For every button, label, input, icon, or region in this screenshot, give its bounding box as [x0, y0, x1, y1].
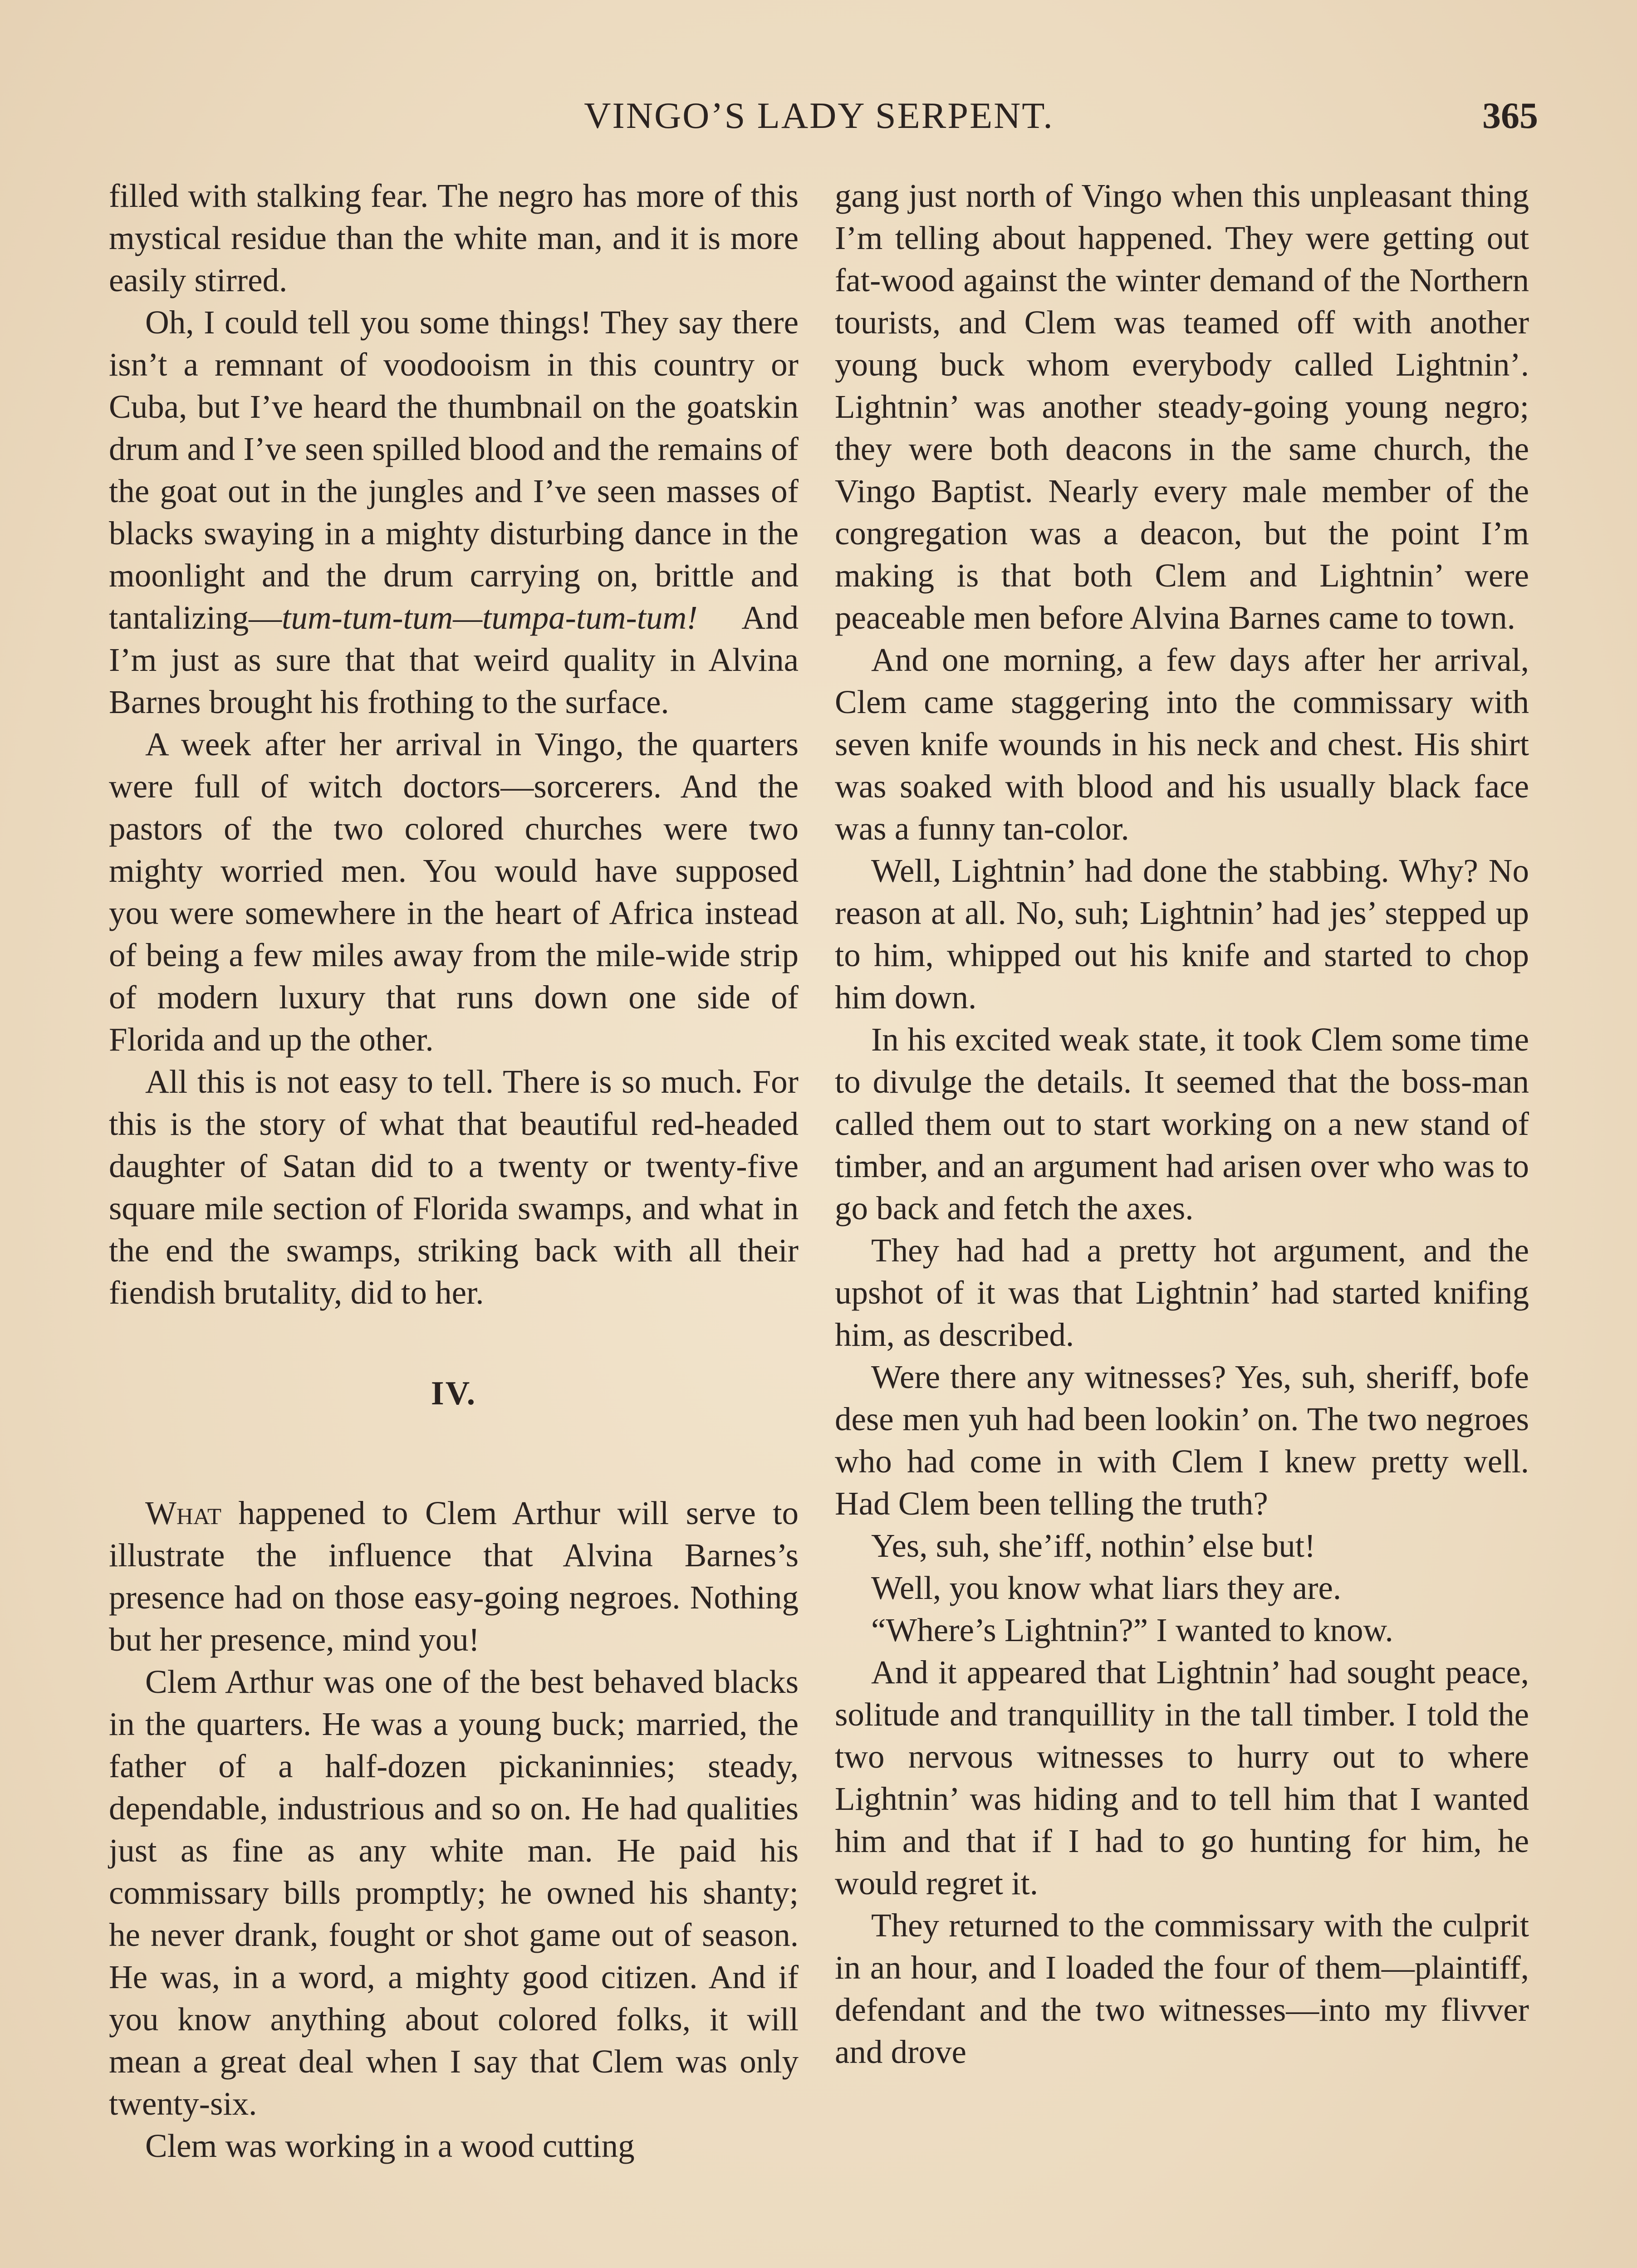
page-header — [0, 95, 1637, 136]
paragraph-text: Oh, I could tell you some things! They say there isn’t a remnant of voodooism in this country or Cuba, but I’ve heard the thumbnail on the goatskin drum and I’ve seen spilled blood and the remains of the goat out in the jungles and I’ve seen masses of blacks swaying in a mighty disturbing dance in the moonlight and the drum carrying on, brittle and tantalizing— — [109, 304, 799, 636]
paragraph: They returned to the commissary with the culprit in an hour, and I loaded the four of them—plaintiff, defendant and the two witnesses—into my flivver and drove — [835, 1907, 1529, 2070]
paragraph: Yes, suh, she’iff, nothin’ else but! — [871, 1527, 1316, 1564]
paragraph: filled with stalking fear. The negro has more of this mystical residue than the white man, and it is more easily stirred. — [109, 177, 799, 298]
paragraph: Were there any witnesses? Yes, suh, sheriff, bofe dese men yuh had been lookin’ on. The two negroes who had come in with Clem I knew pretty well. Had Clem been telling the truth? — [835, 1359, 1529, 1522]
right-column — [835, 175, 1529, 2073]
paragraph: They had had a pretty hot argument, and the upshot of it was that Lightnin’ had started knifing him, as described. — [835, 1232, 1529, 1353]
paragraph: And one morning, a few days after her arrival, Clem came staggering into the commissary with seven knife wounds in his neck and chest. His shirt was soaked with blood and his usually black face was a funny tan-color. — [835, 641, 1529, 847]
left-column — [109, 175, 799, 2167]
section-heading: IV. — [431, 1375, 477, 1412]
paragraph-text: And I’m just as sure that that weird quality in Alvina Barnes brought his frothing to the surface. — [109, 599, 799, 720]
running-title: VINGO’S LADY SERPENT. — [584, 95, 1054, 136]
paragraph: Well, you know what liars they are. — [871, 1569, 1342, 1606]
paragraph: Clem Arthur was one of the best behaved blacks in the quarters. He was a young buck; married, the father of a half-dozen pickaninnies; steady, dependable, industrious and so on. He had qualities just as fine as any white man. He paid his commissary bills promptly; he owned his shanty; he never drank, fought or shot game out of season. He was, in a word, a mighty good citizen. And if you know anything about colored folks, it will mean a great deal when I say that Clem was only twenty-six. — [109, 1663, 799, 2122]
paragraph: A week after her arrival in Vingo, the quarters were full of witch doctors—sorcerers. And the pastors of the two colored churches were two mighty worried men. You would have supposed you were somewhere in the heart of Africa instead of being a few miles away from the mile-wide strip of modern luxury that runs down one side of Florida and up the other. — [109, 726, 799, 1058]
paragraph: All this is not easy to tell. There is so much. For this is the story of what that beautiful red-headed daughter of Satan did to a twenty or twenty-five square mile section of Florida swamps, and what in the end the swamps, striking back with all their fiendish brutality, did to her. — [109, 1063, 799, 1311]
paragraph: Well, Lightnin’ had done the stabbing. Why? No reason at all. No, suh; Lightnin’ had jes’ stepped up to him, whipped out his knife and started to chop him down. — [835, 852, 1529, 1016]
paragraph-text: happened to Clem Arthur will serve to illustrate the influence that Alvina Barnes’s presence had on those easy-going negroes. Nothing but her presence, mind you! — [109, 1495, 799, 1658]
paragraph: In his excited weak state, it took Clem some time to divulge the details. It seemed that the boss-man called them out to start working on a new stand of timber, and an argument had arisen over who was to go back and fetch the axes. — [835, 1021, 1529, 1227]
lead-word: What — [145, 1495, 222, 1531]
paragraph: “Where’s Lightnin?” I wanted to know. — [871, 1612, 1393, 1648]
italic-chant: tum-tum-tum—tumpa-tum-tum! — [282, 599, 698, 636]
paragraph: Clem was working in a wood cutting — [145, 2127, 635, 2164]
paragraph — [109, 301, 799, 723]
paragraph: And it appeared that Lightnin’ had sought peace, solitude and tranquillity in the tall timber. I told the two nervous witnesses to hurry out to where Lightnin’ was hiding and to tell him that I wanted him and that if I had to go hunting for him, he would regret it. — [835, 1654, 1529, 1901]
page-number: 365 — [1482, 95, 1538, 136]
paragraph: gang just north of Vingo when this unpleasant thing I’m telling about happened. They were getting out fat-wood against the winter demand of the Northern tourists, and Clem was teamed off with another young buck whom everybody called Lightnin’. Lightnin’ was another steady-going young negro; they were both deacons in the same church, the Vingo Baptist. Nearly every male member of the congregation was a deacon, but the point I’m making is that both Clem and Lightnin’ were peaceable men before Alvina Barnes came to town. — [835, 177, 1529, 636]
paragraph — [109, 1492, 799, 1661]
